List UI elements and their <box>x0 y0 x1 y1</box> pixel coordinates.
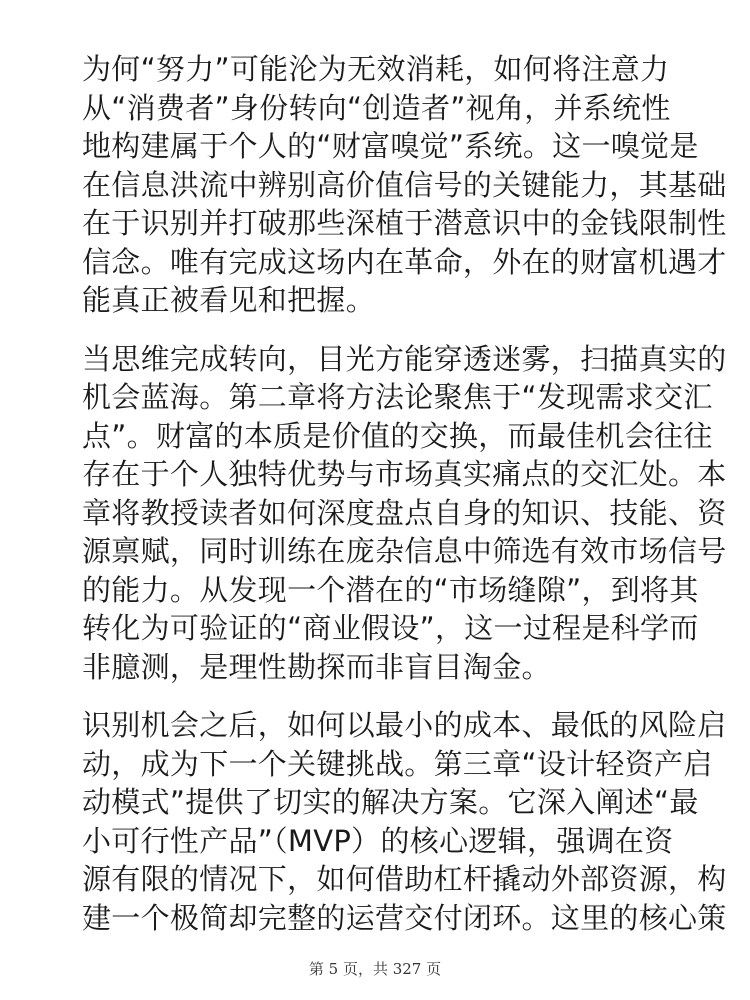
text-line: 建一个极简却完整的运营交付闭环。这里的核心策 <box>82 900 727 935</box>
text-line: 识别机会之后，如何以最小的成本、最低的风险启 <box>82 708 727 742</box>
text-line: 当思维完成转向，目光方能穿透迷雾，扫描真实的 <box>82 341 727 376</box>
text-line: 在信息洪流中辨别高价值信号的关键能力，其基础 <box>82 167 727 202</box>
text-line: 动模式”提供了切实的解决方案。它深入阐述“最 <box>82 785 699 819</box>
text-line: 源有限的情况下，如何借助杠杆撬动外部资源，构 <box>82 862 727 896</box>
page-number-footer: 第 5 页，共 327 页 <box>308 960 442 978</box>
text-line: 存在于个人独特优势与市场真实痛点的交汇处。本 <box>82 457 727 491</box>
text-line: 章将教授读者如何深度盘点自身的知识、技能、资 <box>82 495 727 530</box>
text-line: 点”。财富的本质是价值的交换，而最佳机会往往 <box>82 418 713 453</box>
text-line: 非臆测，是理性勘探而非盲目淘金。 <box>82 649 551 684</box>
text-line: 信念。唯有完成这场内在革命，外在的财富机遇才 <box>82 244 727 279</box>
text-line: 机会蓝海。第二章将方法论聚焦于“发现需求交汇 <box>82 380 713 414</box>
text-line: 能真正被看见和把握。 <box>82 283 376 317</box>
text-line: 在于识别并打破那些深植于潜意识中的金钱限制性 <box>82 206 727 240</box>
paragraph <box>82 706 727 937</box>
text-line: 转化为可验证的“商业假设”，这一过程是科学而 <box>82 611 699 645</box>
text-line: 为何“努力”可能沦为无效消耗，如何将注意力 <box>82 52 670 86</box>
text-line: 地构建属于个人的“财富嗅觉”系统。这一嗅觉是 <box>82 129 699 163</box>
paragraph <box>82 340 727 687</box>
text-line: 动，成为下一个关键挑战。第三章“设计轻资产启 <box>82 746 713 781</box>
text-line: 从“消费者”身份转向“创造者”视角，并系统性 <box>82 90 671 125</box>
body-text <box>82 50 727 937</box>
text-line: 小可行性产品”（MVP）的核心逻辑，强调在资 <box>82 823 674 858</box>
text-line: 源禀赋，同时训练在庞杂信息中筛选有效市场信号 <box>82 534 727 568</box>
paragraph <box>82 50 727 320</box>
text-line: 的能力。从发现一个潜在的“市场缝隙”，到将其 <box>82 572 699 607</box>
